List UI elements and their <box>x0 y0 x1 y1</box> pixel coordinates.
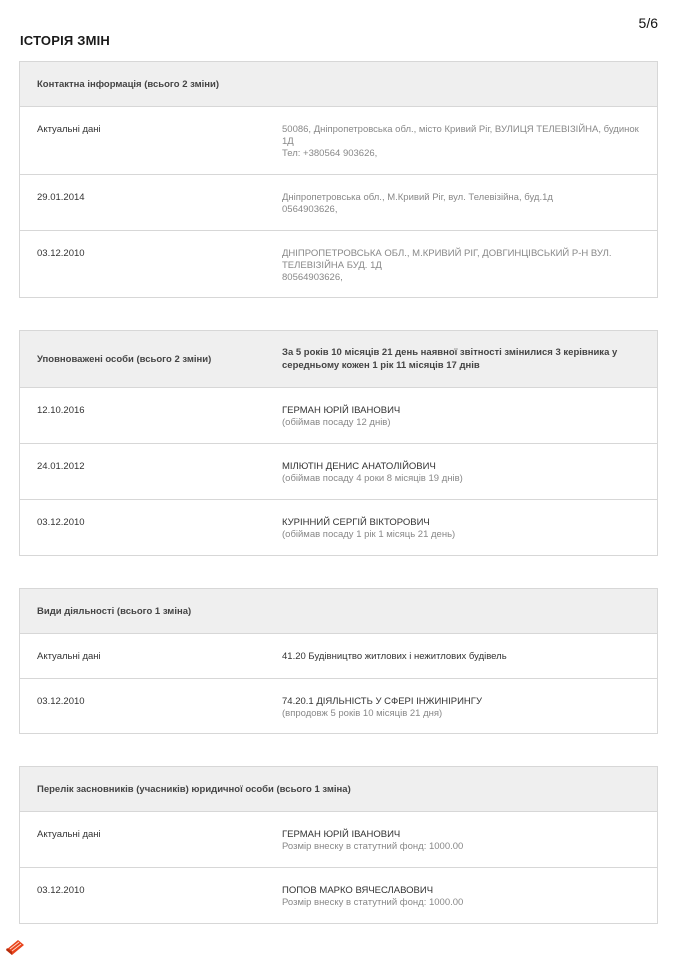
contribution-note: Розмір внеску в статутний фонд: 1000.00 <box>282 841 464 852</box>
founders-header-title: Перелік засновників (учасників) юридичної особи (всього 1 зміна) <box>37 783 351 795</box>
row-person <box>282 500 642 555</box>
row-person <box>282 444 642 499</box>
person-name: ГЕРМАН ЮРІЙ ІВАНОВИЧ <box>282 405 401 416</box>
address-line: ДНІПРОПЕТРОВСЬКА ОБЛ., М.КРИВИЙ РІГ, ДОВГИНЦІВСЬКИЙ Р-Н ВУЛ. <box>282 248 612 259</box>
authorized-summary <box>282 346 632 372</box>
page-title: ІСТОРІЯ ЗМІН <box>20 33 111 48</box>
row-date: Актуальні дані <box>37 124 101 135</box>
activities-section <box>19 588 658 734</box>
brand-logo-icon <box>4 936 26 956</box>
tenure-note: (обіймав посаду 1 рік 1 місяць 21 день) <box>282 529 456 540</box>
row-date: 03.12.2010 <box>37 517 85 528</box>
row-activity <box>282 679 642 733</box>
person-name: КУРІННИЙ СЕРГІЙ ВІКТОРОВИЧ <box>282 517 430 528</box>
row-date: 03.12.2010 <box>37 885 85 896</box>
row-address <box>282 175 642 230</box>
founder-name: ПОПОВ МАРКО ВЯЧЕСЛАВОВИЧ <box>282 885 434 896</box>
summary-line: середньому кожен 1 рік 11 місяців 17 днів <box>282 360 480 371</box>
row-date: 03.12.2010 <box>37 696 85 707</box>
contribution-note: Розмір внеску в статутний фонд: 1000.00 <box>282 897 464 908</box>
row-person <box>282 388 642 443</box>
activity-note: (впродовж 5 років 10 місяців 21 дня) <box>282 708 443 719</box>
contacts-section <box>19 61 658 298</box>
table-row <box>20 868 657 923</box>
address-line: 50086, Дніпропетровська обл., місто Кривий Ріг, ВУЛИЦЯ ТЕЛЕВІЗІЙНА, будинок <box>282 124 639 135</box>
row-founder <box>282 868 642 923</box>
table-row <box>20 231 657 297</box>
table-row <box>20 388 657 444</box>
row-date: Актуальні дані <box>37 651 101 662</box>
page-number: 5/6 <box>638 15 658 31</box>
contacts-header <box>20 62 657 107</box>
activities-header-title: Види діяльності (всього 1 зміна) <box>37 605 192 617</box>
table-row <box>20 444 657 500</box>
row-date: 03.12.2010 <box>37 248 85 259</box>
address-line: 1Д <box>282 136 294 147</box>
activities-header <box>20 589 657 634</box>
table-row <box>20 107 657 175</box>
phone-line: 80564903626, <box>282 272 343 283</box>
table-row <box>20 812 657 868</box>
tenure-note: (обіймав посаду 4 роки 8 місяців 19 днів) <box>282 473 463 484</box>
address-line: ТЕЛЕВІЗІЙНА БУД. 1Д <box>282 260 382 271</box>
summary-line: За 5 років 10 місяців 21 день наявної звітності змінилися 3 керівника у <box>282 347 618 358</box>
person-name: МІЛЮТІН ДЕНИС АНАТОЛІЙОВИЧ <box>282 461 436 472</box>
founders-section <box>19 766 658 924</box>
row-date: 12.10.2016 <box>37 405 85 416</box>
phone-line: Тел: +380564 903626, <box>282 148 378 159</box>
phone-line: 0564903626, <box>282 204 338 215</box>
row-date: 29.01.2014 <box>37 192 85 203</box>
founders-header <box>20 767 657 812</box>
table-row <box>20 175 657 231</box>
activity-text: 74.20.1 ДІЯЛЬНІСТЬ У СФЕРІ ІНЖИНІРИНГУ <box>282 696 482 707</box>
table-row <box>20 679 657 733</box>
tenure-note: (обіймав посаду 12 днів) <box>282 417 391 428</box>
row-date: Актуальні дані <box>37 829 101 840</box>
authorized-header-title: Уповноважені особи (всього 2 зміни) <box>37 353 212 365</box>
row-address <box>282 107 642 174</box>
founder-name: ГЕРМАН ЮРІЙ ІВАНОВИЧ <box>282 829 401 840</box>
table-row <box>20 634 657 679</box>
row-founder <box>282 812 642 867</box>
row-address <box>282 231 642 297</box>
authorized-header <box>20 331 657 388</box>
contacts-header-title: Контактна інформація (всього 2 зміни) <box>37 78 220 90</box>
table-row <box>20 500 657 555</box>
activity-text: 41.20 Будівництво житлових і нежитлових будівель <box>282 651 507 662</box>
authorized-section <box>19 330 658 556</box>
row-date: 24.01.2012 <box>37 461 85 472</box>
address-line: Дніпропетровська обл., М.Кривий Ріг, вул. Телевізійна, буд.1д <box>282 192 553 203</box>
